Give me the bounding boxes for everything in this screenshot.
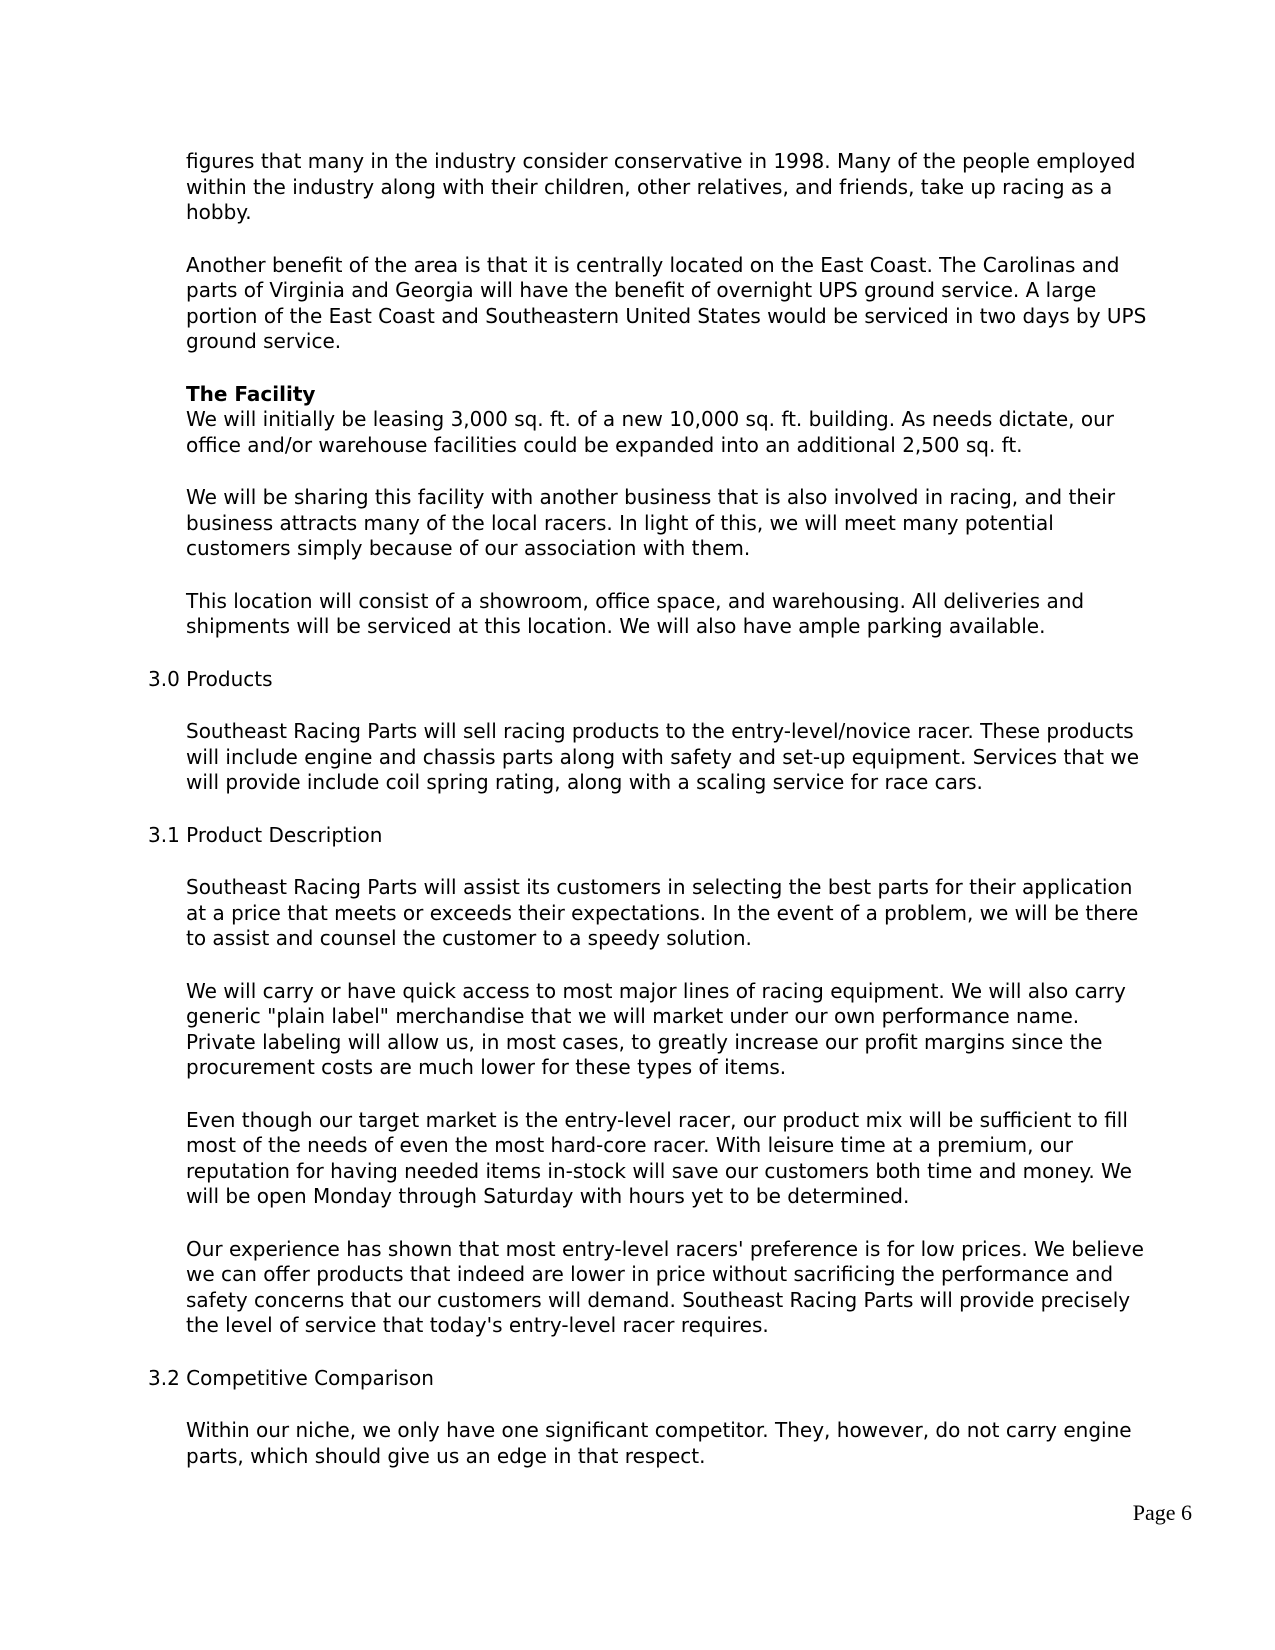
paragraph-product-pricing: Our experience has shown that most entry-level racers' preference is for low prices. We believe we can offer products that indeed are lower in price without sacrificing the performance and safety concerns that our customers will demand. Southeast Racing Parts will provide precisely the level of service that today's entry-level racer requires. — [186, 1236, 1144, 1337]
paragraph-product-assist: Southeast Racing Parts will assist its customers in selecting the best parts for their application at a price that meets or exceeds their expectations. In the event of a problem, we will be there to assist and counsel the customer to a speedy solution. — [186, 875, 1139, 950]
paragraph-facility-sharing: We will be sharing this facility with another business that is also involved in racing, and their business attracts many of the local racers. In light of this, we will meet many potential customers simply because of our association with them. — [186, 485, 1116, 560]
paragraph-product-mix: Even though our target market is the entry-level racer, our product mix will be sufficient to fill most of the needs of even the most hard-core racer. With leisure time at a premium, our reputation for having needed items in-stock will save our customers both time and money. We will be open Monday through Saturday with hours yet to be determined. — [186, 1107, 1132, 1208]
paragraph-industry-figures: figures that many in the industry consider conservative in 1998. Many of the people employed within the industry along with their children, other relatives, and friends, take up racing as a hobby. — [186, 149, 1136, 224]
page-content — [148, 149, 1196, 1496]
paragraph-product-lines: We will carry or have quick access to most major lines of racing equipment. We will also carry generic "plain label" merchandise that we will market under our own performance name. Private labeling will allow us, in most cases, to greatly increase our profit margins since the procurement costs are much lower for these types of items. — [186, 978, 1126, 1079]
section-heading-3-1: 3.1 Product Description — [148, 822, 383, 847]
paragraph-products-overview: Southeast Racing Parts will sell racing products to the entry-level/novice racer. These products will include engine and chassis parts along with safety and set-up equipment. Services that we will provide include coil spring rating, along with a scaling service for race cars. — [186, 719, 1140, 794]
paragraph-location-benefit: Another benefit of the area is that it is centrally located on the East Coast. The Carolinas and parts of Virginia and Georgia will have the benefit of overnight UPS ground service. A large portion of the East Coast and Southeastern United States would be serviced in two days by UPS ground service. — [186, 252, 1147, 353]
subheading-the-facility: The Facility — [186, 381, 316, 406]
section-heading-3-2: 3.2 Competitive Comparison — [148, 1365, 434, 1390]
section-heading-3-0: 3.0 Products — [148, 666, 273, 691]
paragraph-facility-lease: We will initially be leasing 3,000 sq. ft. of a new 10,000 sq. ft. building. As needs dictate, our office and/or warehouse facilities could be expanded into an additional 2,500 sq. ft. — [186, 407, 1115, 457]
paragraph-competitor: Within our niche, we only have one significant competitor. They, however, do not carry engine parts, which should give us an edge in that respect. — [186, 1418, 1132, 1468]
paragraph-facility-location: This location will consist of a showroom, office space, and warehousing. All deliveries and shipments will be serviced at this location. We will also have ample parking available. — [186, 588, 1085, 638]
page-number: Page 6 — [1132, 1500, 1192, 1525]
